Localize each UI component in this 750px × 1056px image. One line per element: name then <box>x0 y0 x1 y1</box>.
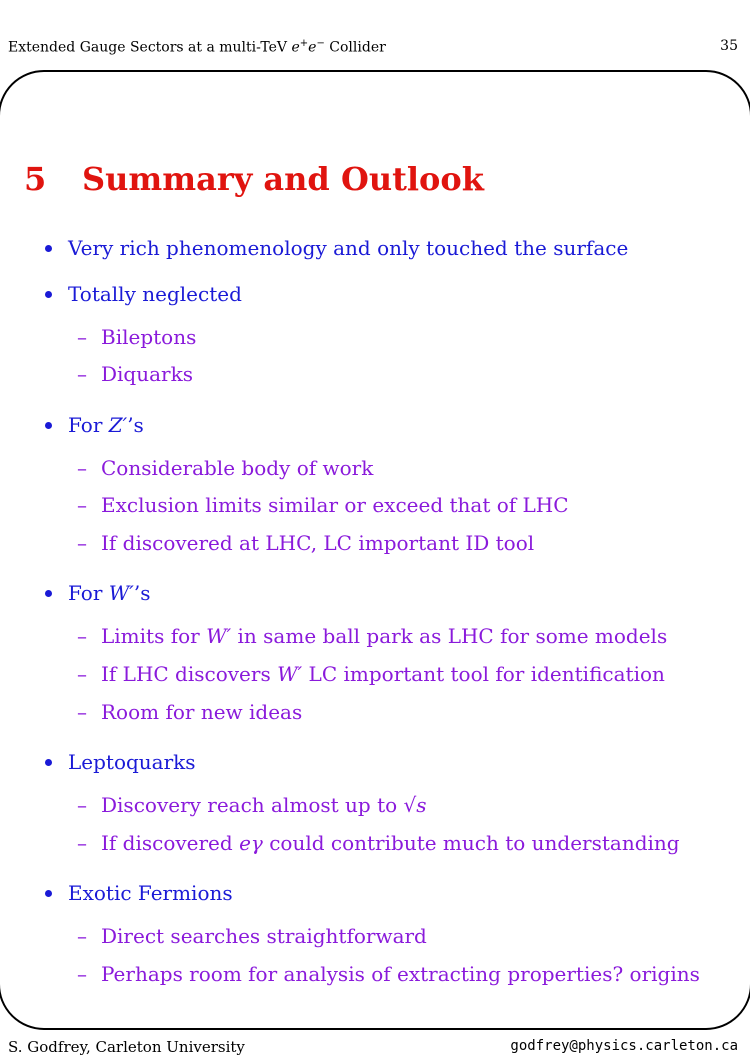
bullet-item: Totally neglected <box>68 282 242 306</box>
bullet-dot <box>45 890 52 897</box>
sub-item: – Room for new ideas <box>77 700 303 724</box>
bullet-dot <box>45 422 52 429</box>
bullet-item: Leptoquarks <box>68 750 196 774</box>
bullet-item: Exotic Fermions <box>68 881 233 905</box>
sub-item: – If discovered at LHC, LC important ID tool <box>77 531 535 555</box>
footer-email: godfrey@physics.carleton.ca <box>510 1038 738 1054</box>
header-title: Extended Gauge Sectors at a multi-TeV e+e− Collider <box>8 38 386 56</box>
page-number: 35 <box>720 38 738 54</box>
slide-footer <box>8 1038 738 1056</box>
bullet-item: Very rich phenomenology and only touched the surface <box>68 236 628 260</box>
section-heading: Summary and Outlook <box>82 160 484 198</box>
sub-item: – Limits for W′ in same ball park as LHC for some models <box>77 624 668 648</box>
sub-item: – Exclusion limits similar or exceed that of LHC <box>77 493 569 517</box>
bullet-item: For Z′’s <box>68 413 144 437</box>
sub-item: – If LHC discovers W′ LC important tool for identification <box>77 662 665 686</box>
sub-item: – If discovered eγ could contribute much to understanding <box>77 831 680 855</box>
bullet-dot <box>45 759 52 766</box>
footer-author: S. Godfrey, Carleton University <box>8 1038 245 1056</box>
bullet-dot <box>45 590 52 597</box>
sub-item: – Bileptons <box>77 325 197 349</box>
sub-item: – Discovery reach almost up to √s <box>77 793 427 817</box>
bullet-item: For W′’s <box>68 581 150 605</box>
bullet-dot <box>45 291 52 298</box>
bullet-dot <box>45 245 52 252</box>
sub-item: – Direct searches straightforward <box>77 924 427 948</box>
sub-item: – Diquarks <box>77 362 193 386</box>
sub-item: – Considerable body of work <box>77 456 374 480</box>
section-number: 5 <box>24 160 47 198</box>
sub-item: – Perhaps room for analysis of extracting properties? origins <box>77 962 700 986</box>
